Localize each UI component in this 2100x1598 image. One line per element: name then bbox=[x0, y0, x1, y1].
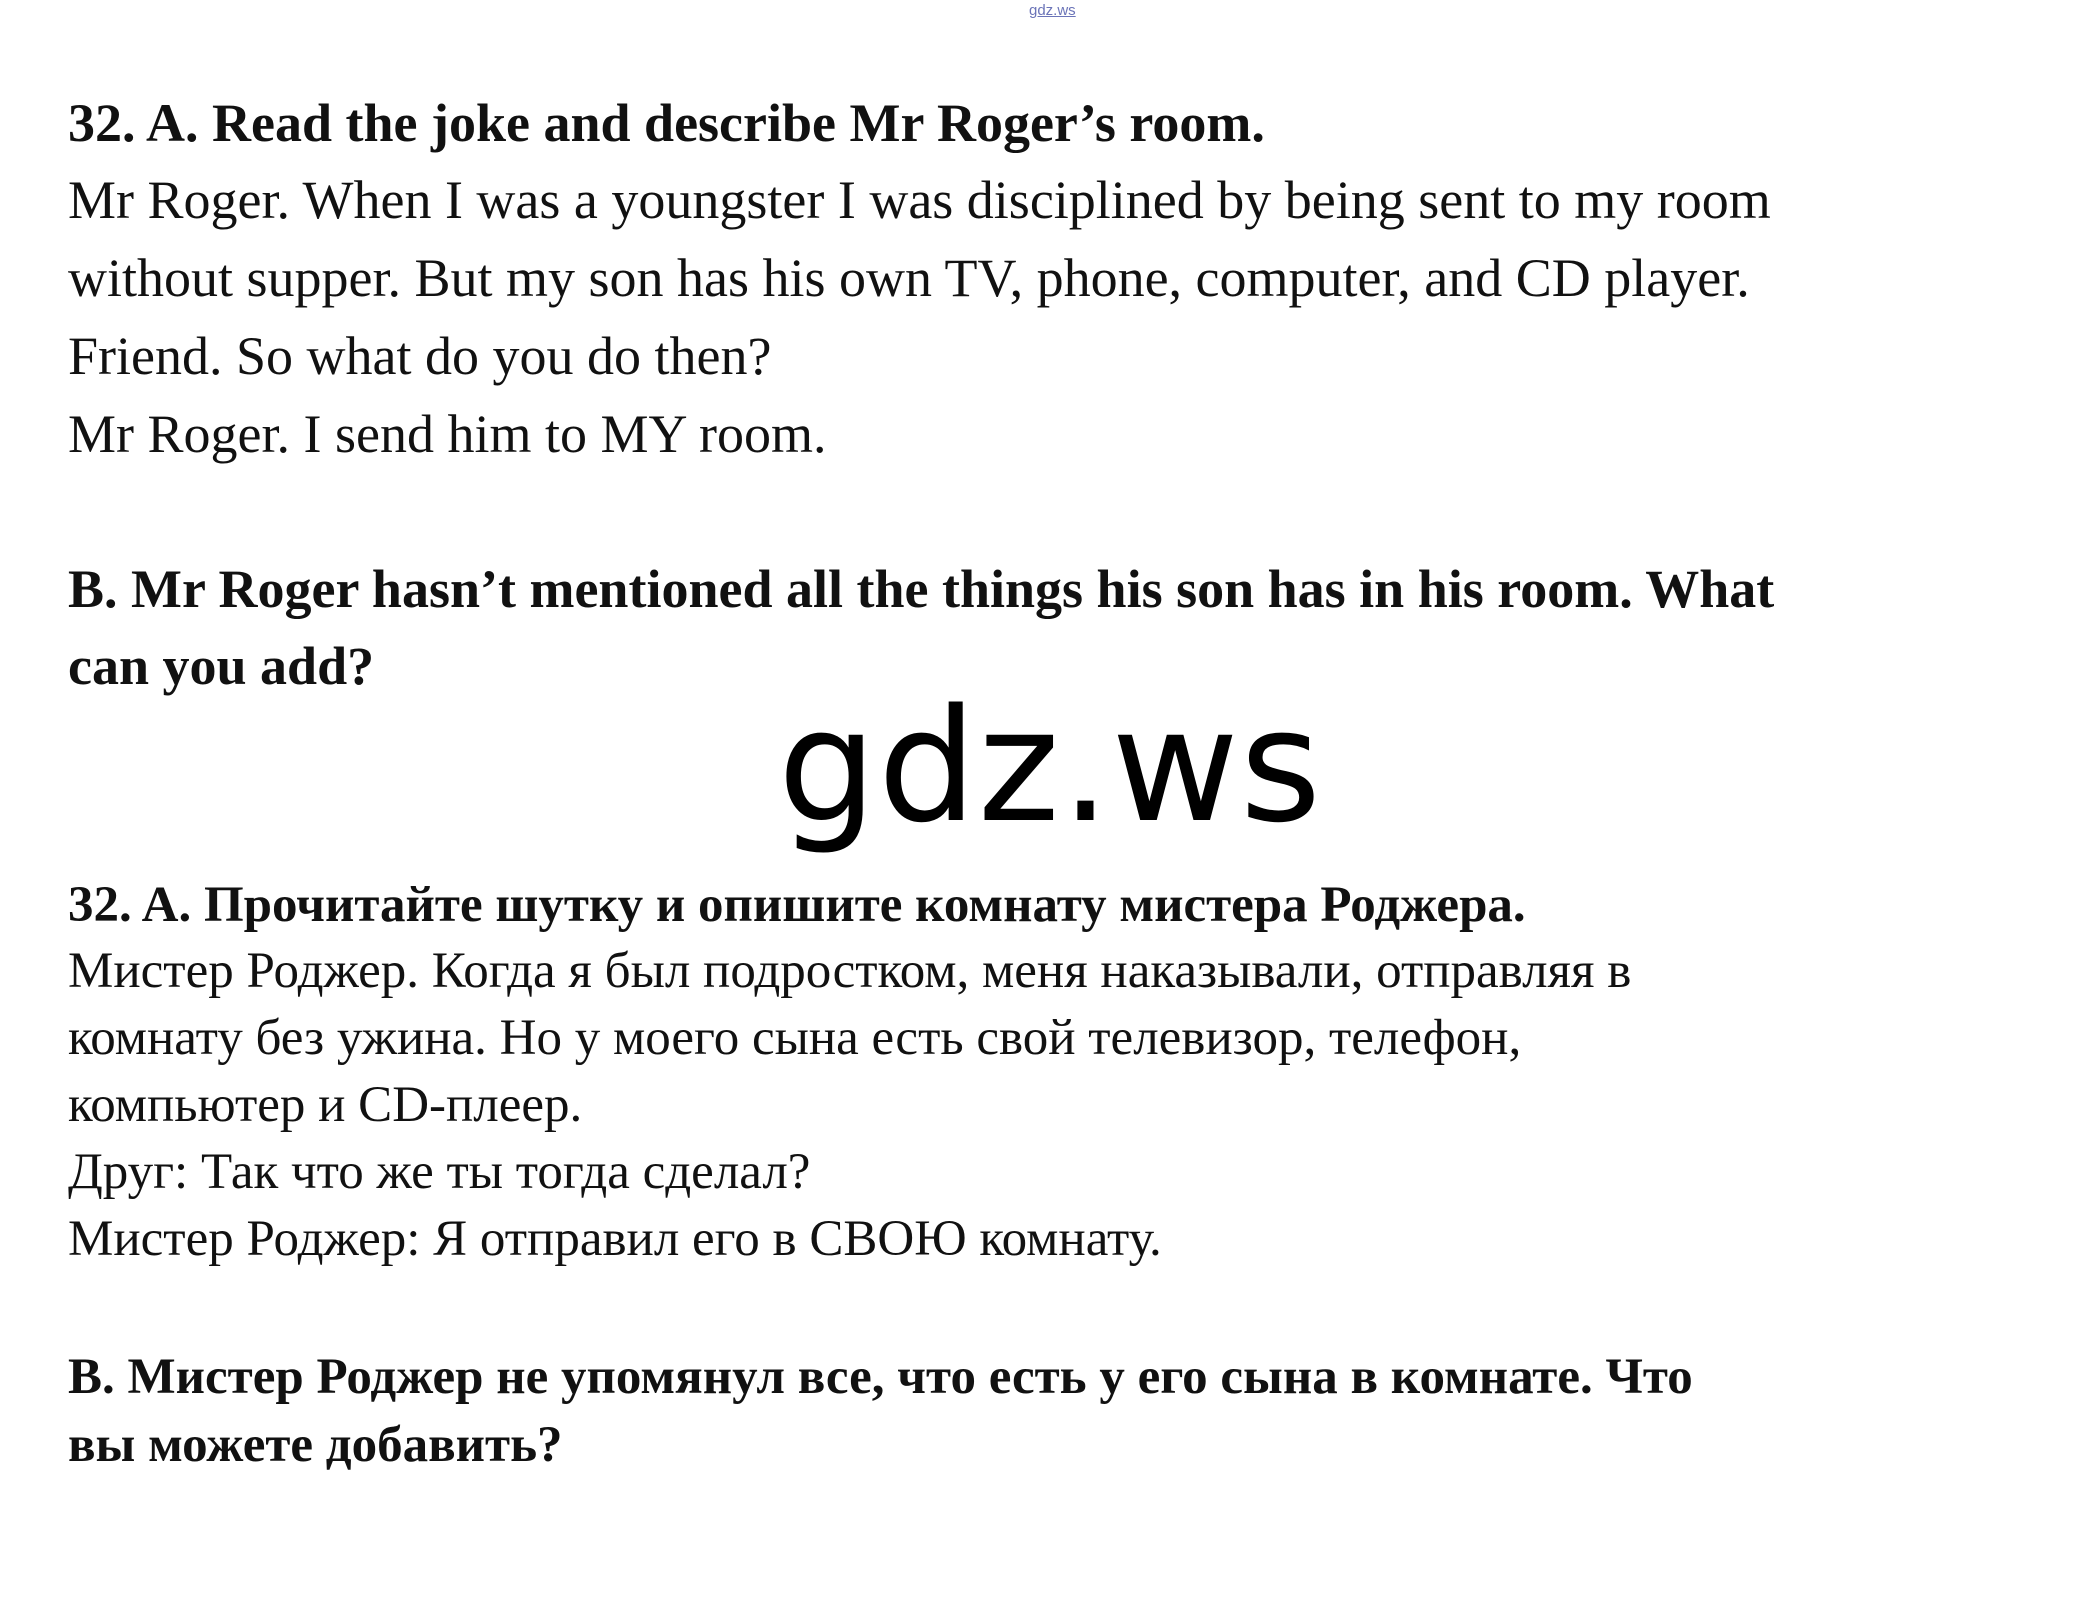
russian-text-line: компьютер и CD-плеер. bbox=[68, 1077, 583, 1133]
english-text-line: Mr Roger. I send him to MY room. bbox=[68, 404, 827, 464]
russian-text-line: Мистер Роджер. Когда я был подростком, меня наказывали, отправляя в bbox=[68, 943, 1632, 999]
english-task-b-line: can you add? bbox=[68, 636, 375, 696]
header-source-link[interactable]: gdz.ws bbox=[1029, 2, 1076, 19]
english-task-b-line: B. Mr Roger hasn’t mentioned all the things his son has in his room. What bbox=[68, 559, 1775, 619]
russian-text-line: Друг: Так что же ты тогда сделал? bbox=[68, 1144, 811, 1200]
russian-text-line: комнату без ужина. Но у моего сына есть свой телевизор, телефон, bbox=[68, 1010, 1522, 1066]
watermark-logo: gdz.ws bbox=[777, 675, 1323, 857]
russian-task-b-line: B. Мистер Роджер не упомянул все, что есть у его сына в комнате. Что bbox=[68, 1349, 1693, 1405]
english-exercise-title: 32. A. Read the joke and describe Mr Roger’s room. bbox=[68, 93, 1265, 153]
russian-text-line: Мистер Роджер: Я отправил его в СВОЮ комнату. bbox=[68, 1211, 1162, 1267]
english-text-line: without supper. But my son has his own TV, phone, computer, and CD player. bbox=[68, 248, 1750, 308]
english-text-line: Friend. So what do you do then? bbox=[68, 326, 772, 386]
russian-task-b-line: вы можете добавить? bbox=[68, 1417, 563, 1473]
english-text-line: Mr Roger. When I was a youngster I was disciplined by being sent to my room bbox=[68, 170, 1771, 230]
russian-exercise-title: 32. A. Прочитайте шутку и опишите комнату мистера Роджера. bbox=[68, 877, 1526, 933]
